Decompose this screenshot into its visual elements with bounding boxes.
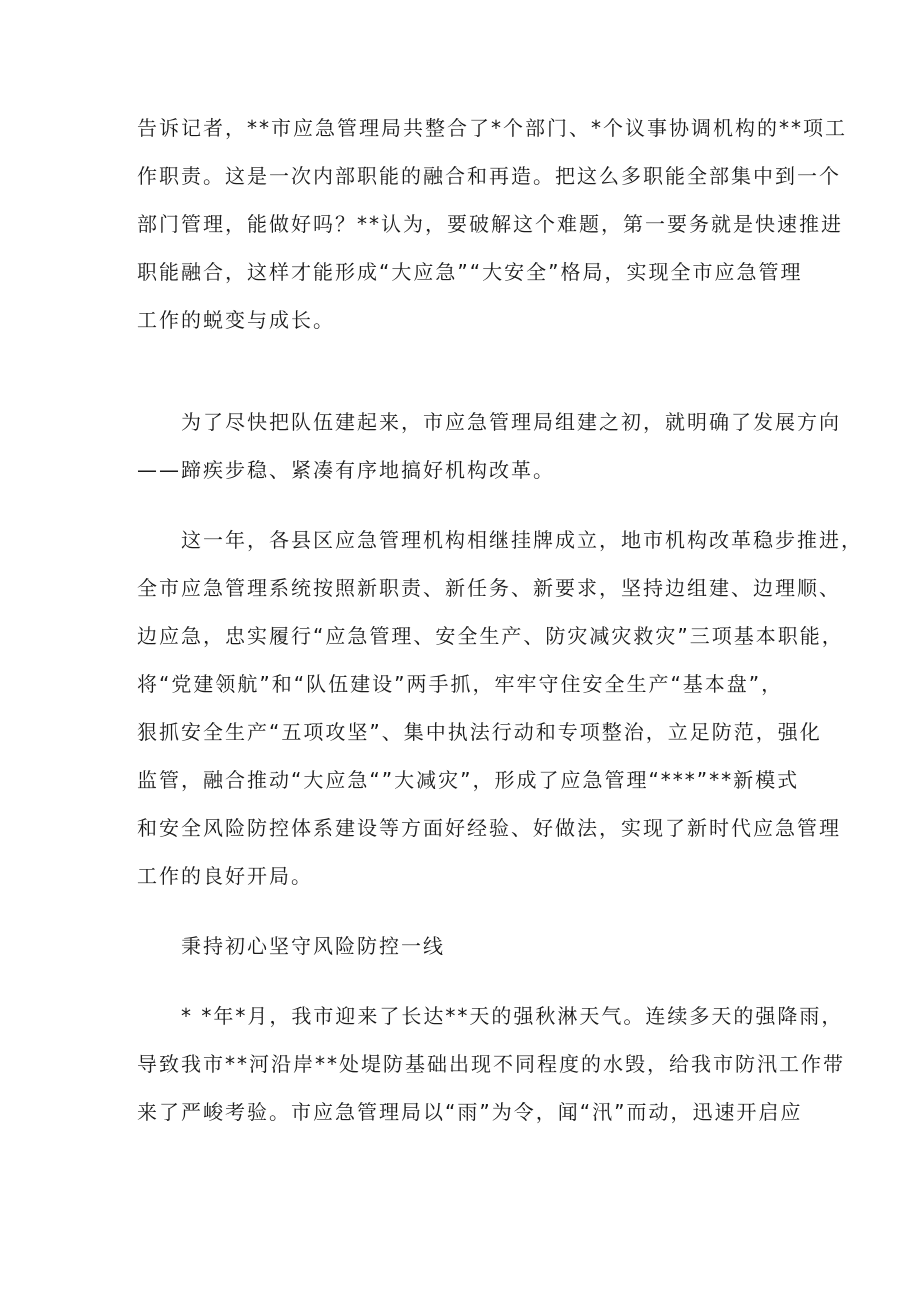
paragraph-team-building xyxy=(137,398,841,494)
paragraph-line: 作职责。这是一次内部职能的融合和再造。把这么多职能全部集中到一个 xyxy=(137,164,841,188)
paragraph-autumn-rain xyxy=(137,992,845,1136)
paragraph-line: ——蹄疾步稳、紧凑有序地搞好机构改革。 xyxy=(137,458,555,482)
paragraph-line: 监管，融合推动“大应急“”大减灾”，形成了应急管理“***”**新模式 xyxy=(137,768,800,792)
paragraph-integration xyxy=(137,104,847,344)
paragraph-line: 和安全风险防控体系建设等方面好经验、好做法，实现了新时代应急管理 xyxy=(137,816,841,840)
section-heading xyxy=(137,922,797,970)
paragraph-line: 为了尽快把队伍建起来，市应急管理局组建之初，就明确了发展方向 xyxy=(181,410,841,434)
paragraph-line: 将“党建领航”和“队伍建设”两手抓，牢牢守住安全生产“基本盘”， xyxy=(137,672,784,696)
paragraph-line: 工作的蜕变与成长。 xyxy=(137,308,335,332)
paragraph-line: 职能融合，这样才能形成“大应急”“大安全”格局，实现全市应急管理 xyxy=(137,260,803,284)
paragraph-line: 告诉记者，**市应急管理局共整合了*个部门、*个议事协调机构的**项工 xyxy=(137,116,847,140)
paragraph-line: 来了严峻考验。市应急管理局以“雨”为令，闻“汛”而动，迅速开启应 xyxy=(137,1100,803,1124)
paragraph-line: 这一年，各县区应急管理机构相继挂牌成立，地市机构改革稳步推进， xyxy=(181,528,863,552)
paragraph-line: 边应急，忠实履行“应急管理、安全生产、防灾减灾救灾”三项基本职能， xyxy=(137,624,844,648)
paragraph-line: 全市应急管理系统按照新职责、新任务、新要求，坚持边组建、边理顺、 xyxy=(137,576,841,600)
paragraph-line: 部门管理，能做好吗？**认为，要破解这个难题，第一要务就是快速推进 xyxy=(137,212,843,236)
paragraph-line: 狠抓安全生产“五项攻坚”、集中执法行动和专项整治，立足防范，强化 xyxy=(137,720,822,744)
section-heading-text: 秉持初心坚守风险防控一线 xyxy=(181,934,445,958)
paragraph-line: 导致我市**河沿岸**处堤防基础出现不同程度的水毁，给我市防汛工作带 xyxy=(137,1052,845,1076)
paragraph-line: 工作的良好开局。 xyxy=(137,864,313,888)
paragraph-line: * *年*月，我市迎来了长达**天的强秋淋天气。连续多天的强降雨， xyxy=(181,1004,844,1028)
paragraph-this-year xyxy=(137,516,863,900)
